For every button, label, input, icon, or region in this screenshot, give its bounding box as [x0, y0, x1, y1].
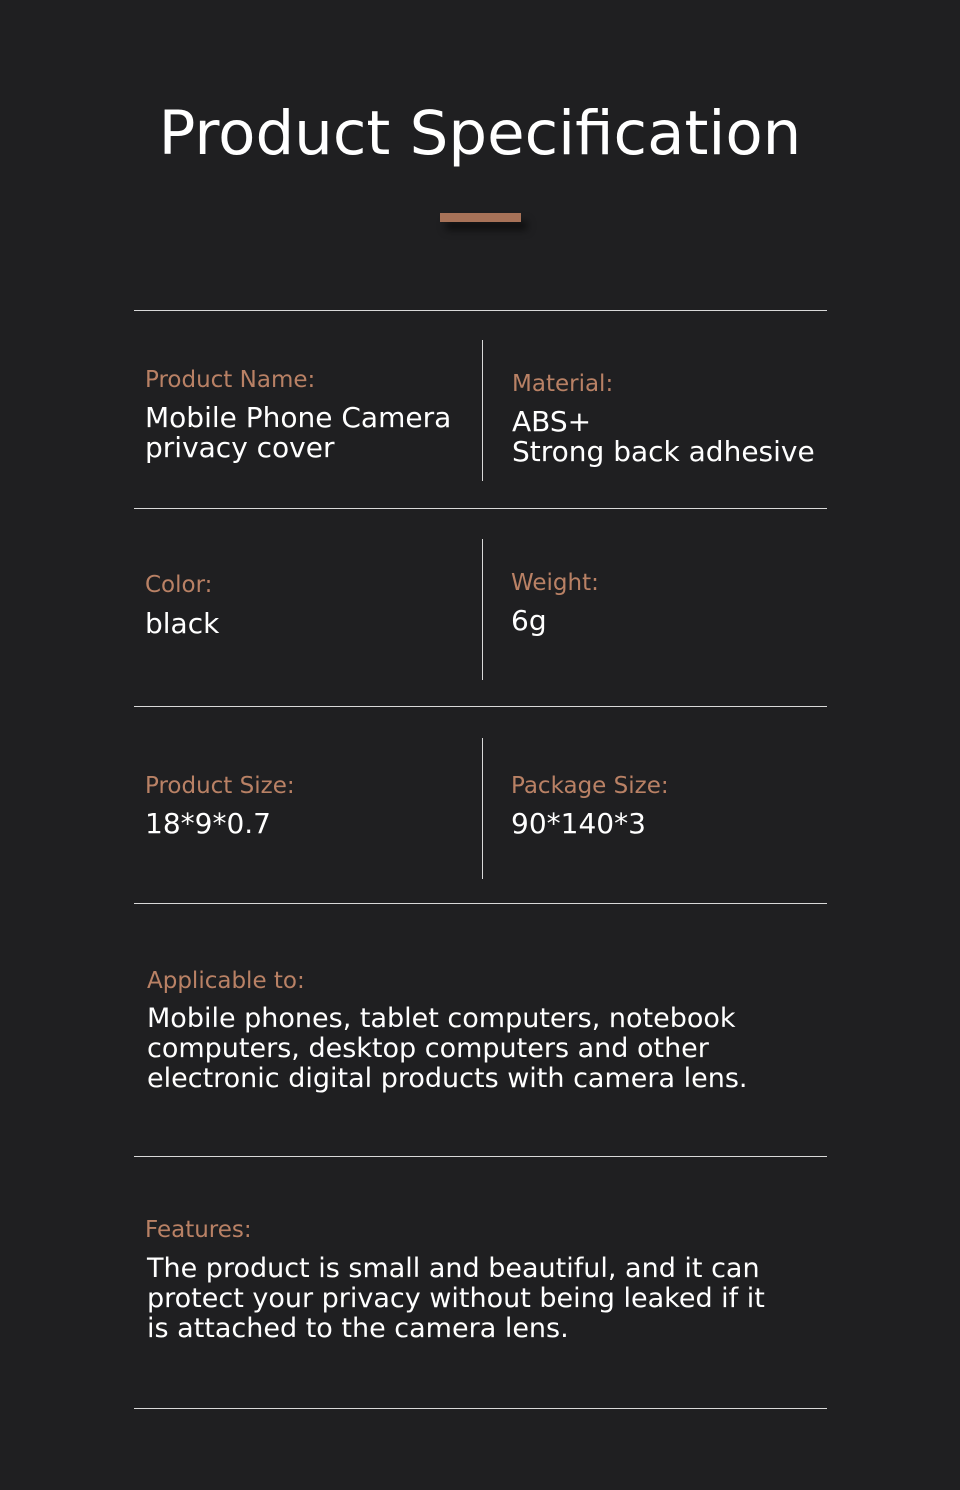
column-separator — [482, 738, 483, 879]
column-separator — [482, 539, 483, 680]
features-value: The product is small and beautiful, and it can protect your privacy without being leaked if it is attached to the camera lens. — [147, 1253, 765, 1344]
weight-label: Weight: — [511, 570, 599, 596]
product-size-label: Product Size: — [145, 773, 295, 799]
weight-value: 6g — [511, 604, 547, 637]
divider-line — [134, 508, 827, 509]
page-title: Product Specification — [158, 98, 802, 169]
product-size-value: 18*9*0.7 — [145, 807, 271, 840]
color-label: Color: — [145, 572, 213, 598]
color-value: black — [145, 607, 220, 640]
applicable-to-label: Applicable to: — [147, 968, 305, 994]
features-label: Features: — [145, 1217, 252, 1243]
applicable-to-value: Mobile phones, tablet computers, notebook computers, desktop computers and other electronic digital products with camera lens. — [147, 1003, 748, 1094]
divider-line — [134, 706, 827, 707]
product-name-label: Product Name: — [145, 367, 316, 393]
divider-line — [134, 1408, 827, 1409]
material-label: Material: — [512, 371, 614, 397]
divider-line — [134, 903, 827, 904]
package-size-label: Package Size: — [511, 773, 669, 799]
column-separator — [482, 340, 483, 481]
product-name-value: Mobile Phone Camera privacy cover — [145, 401, 452, 464]
title-accent-bar — [440, 213, 521, 222]
divider-line — [134, 1156, 827, 1157]
divider-line — [134, 310, 827, 311]
material-value: ABS+ Strong back adhesive — [512, 405, 815, 468]
package-size-value: 90*140*3 — [511, 807, 646, 840]
